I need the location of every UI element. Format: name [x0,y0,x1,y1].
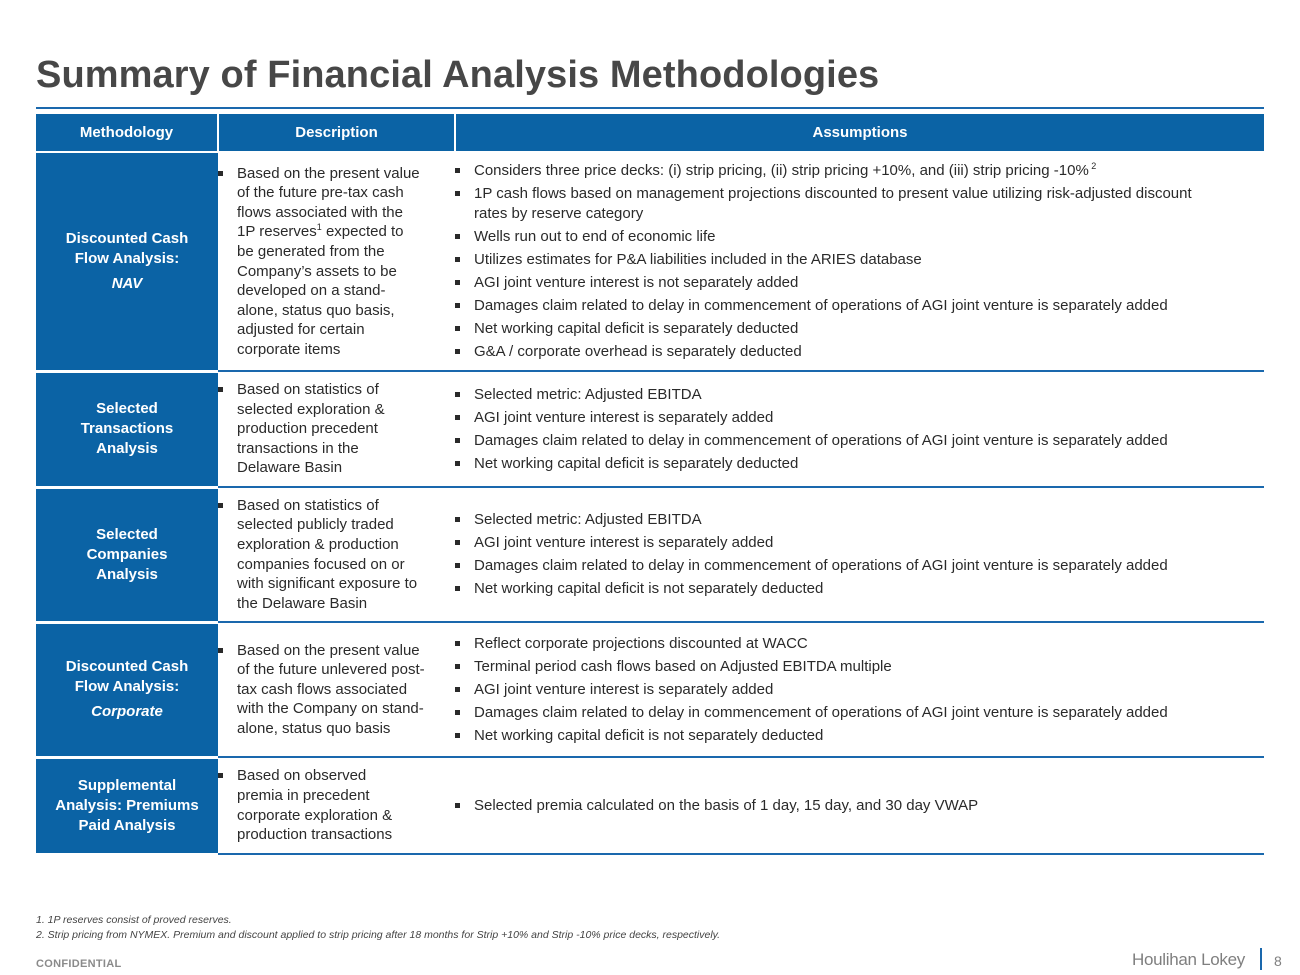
assumption-item: Damages claim related to delay in commencement of operations of AGI joint venture is separately added [455,556,1264,576]
table-row [36,152,1264,371]
brand-logo: Houlihan Lokey [1132,950,1245,969]
assumption-item: Damages claim related to delay in commencement of operations of AGI joint venture is separately added [455,431,1264,451]
confidential-label: CONFIDENTIAL [36,958,122,970]
page-number: 8 [1274,953,1282,969]
assumption-item: Net working capital deficit is separately deducted [455,319,1264,339]
assumptions-cell [455,757,1264,854]
methodology-cell [36,152,218,371]
description-cell [218,371,455,487]
table-row [36,757,1264,854]
description-cell [218,622,455,757]
table-header-row [36,114,1264,152]
assumption-item: Net working capital deficit is not separately deducted [455,726,1264,746]
header-description: Description [218,114,455,152]
header-assumptions: Assumptions [455,114,1264,152]
methodology-label: Selected Transactions Analysis [80,400,174,457]
methodology-cell [36,757,218,854]
header-methodology: Methodology [36,114,218,152]
assumption-item: Damages claim related to delay in commencement of operations of AGI joint venture is separately added [455,296,1264,316]
description-bullet: Based on statistics of selected exploration & production precedent transactions in the Delaware Basin [218,380,455,478]
assumption-item: Terminal period cash flows based on Adjusted EBITDA multiple [455,657,1264,677]
assumption-item: AGI joint venture interest is separately added [455,680,1264,700]
assumptions-cell [455,152,1264,371]
assumption-item: Reflect corporate projections discounted at WACC [455,634,1264,654]
description-bullet: Based on the present value of the future unlevered post-tax cash flows associated with the Company on stand-alone, status quo basis [218,641,455,739]
assumptions-cell [455,487,1264,622]
footnote-ref-2: 2 [1088,161,1097,172]
assumption-item: AGI joint venture interest is not separately added [455,273,1264,293]
description-bullet: Based on statistics of selected publicly traded exploration & production companies focused on or with significant exposure to the Delaware Basin [218,496,455,614]
brand-separator [1260,948,1262,970]
table-row [36,622,1264,757]
methodologies-table [36,114,1264,856]
assumption-item: Damages claim related to delay in commencement of operations of AGI joint venture is separately added [455,703,1264,723]
title-rule [36,107,1264,109]
methodology-label: Discounted Cash Flow Analysis: [65,229,189,267]
table-row [36,371,1264,487]
assumptions-cell [455,371,1264,487]
assumption-item: Utilizes estimates for P&A liabilities included in the ARIES database [455,250,1264,270]
description-cell [218,757,455,854]
methodology-label: Supplemental Analysis: Premiums Paid Analysis [55,776,199,834]
methodology-cell [36,371,218,487]
assumption-item: Wells run out to end of economic life [455,227,1264,247]
assumption-item: Selected metric: Adjusted EBITDA [455,510,1264,530]
description-bullet: Based on observed premia in precedent corporate exploration & production transactions [218,766,455,844]
footnote-ref-1: 1 [316,222,322,233]
methodology-cell [36,487,218,622]
assumption-item: 1P cash flows based on management projections discounted to present value utilizing risk-adjusted discount rates by reserve category [455,184,1264,223]
methodology-sublabel: NAV [111,274,143,292]
assumptions-cell [455,622,1264,757]
footnotes [36,913,720,943]
assumption-item: Net working capital deficit is separately deducted [455,454,1264,474]
assumption-item: Net working capital deficit is not separately deducted [455,579,1264,599]
methodology-label: Selected Companies Analysis [86,525,168,583]
description-bullet: Based on the present value of the future pre-tax cash flows associated with the 1P reserves$^1$ expected to be generated from the Company’s assets to be developed on a stand-alone, status quo basis, adjusted for certain corporate items [218,164,455,360]
assumption-item: Considers three price decks: (i) strip pricing, (ii) strip pricing +10%, and (iii) strip pricing -10% $^2$ [455,161,1264,181]
assumption-item: G&A / corporate overhead is separately deducted [455,342,1264,362]
assumption-item: AGI joint venture interest is separately added [455,533,1264,553]
methodology-label: Discounted Cash Flow Analysis: [65,658,189,695]
assumption-item: Selected premia calculated on the basis of 1 day, 15 day, and 30 day VWAP [455,796,1264,816]
assumption-item: AGI joint venture interest is separately added [455,408,1264,428]
methodology-cell [36,622,218,757]
description-cell [218,152,455,371]
assumption-item: Selected metric: Adjusted EBITDA [455,385,1264,405]
methodology-sublabel: Corporate [91,703,163,720]
page-title: Summary of Financial Analysis Methodologies [36,54,880,96]
description-cell [218,487,455,622]
footnote-2: 2. Strip pricing from NYMEX. Premium and discount applied to strip pricing after 18 months for Strip +10% and Strip -10% price decks, respectively. [36,929,721,941]
footnote-1: 1. 1P reserves consist of proved reserves. [36,914,232,926]
table-row [36,487,1264,622]
